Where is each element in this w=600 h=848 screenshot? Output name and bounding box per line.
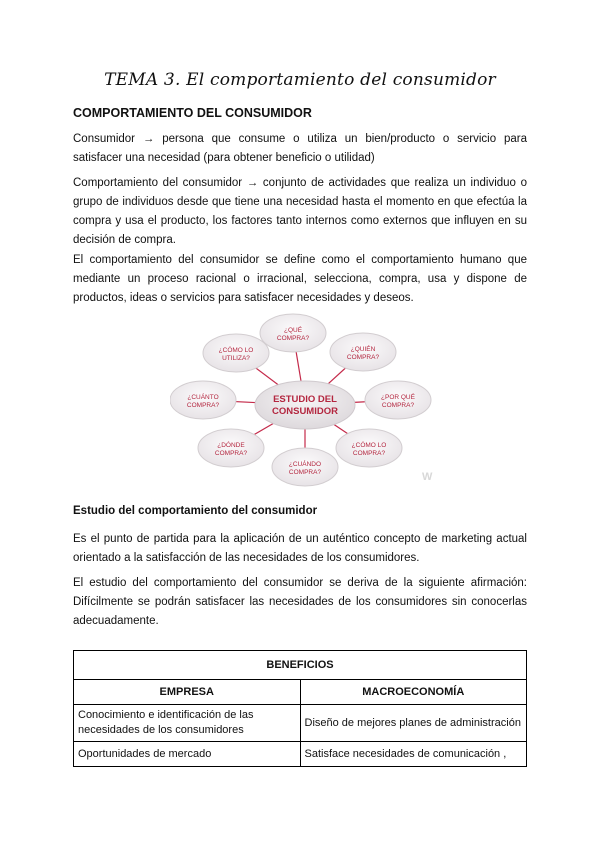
table-cell: Oportunidades de mercado (74, 742, 301, 767)
diagram-node-label: ¿CÓMO LO (351, 442, 387, 449)
diagram-node (198, 429, 264, 467)
sub-heading: Estudio del comportamiento del consumidor (73, 505, 318, 517)
diagram-node-label: ¿POR QUÉ (381, 394, 415, 401)
diagram-node-label: COMPRA? (288, 469, 322, 476)
center-label-line1: ESTUDIO DEL (273, 394, 337, 405)
paragraph-definicion: El comportamiento del consumidor se define como el comportamiento humano que mediante un proceso racional o irracional, selecciona, compra, usa y dispone de productos, ideas o servicios para satisfacer necesidades y deseos. (73, 254, 527, 304)
header-macroeconomia: MACROECONOMÍA (300, 680, 527, 705)
paragraph-punto-partida: Es el punto de partida para la aplicación de un auténtico concepto de marketing actual orientado a la satisfacción de las necesidades de los consumidores. (73, 533, 527, 564)
diagram-node-label: ¿CÓMO LO (218, 347, 254, 354)
diagram-node-label: COMPRA? (214, 450, 248, 457)
diagram-node (330, 333, 396, 371)
table-header-row (74, 680, 527, 705)
table-row (74, 705, 527, 742)
diagram-svg (170, 310, 440, 495)
diagram-node-label: COMPRA? (276, 335, 310, 342)
diagram-node-label: ¿QUIÉN (350, 346, 376, 353)
diagram-node-label: ¿DÓNDE (217, 442, 245, 449)
diagram-node (170, 381, 236, 419)
watermark-letter: W (422, 471, 433, 483)
diagram-node-label: UTILIZA? (222, 355, 250, 362)
table-title-row (74, 651, 527, 680)
table-title: BENEFICIOS (74, 651, 527, 680)
table-cell: Satisface necesidades de comunicación , (300, 742, 527, 767)
diagram-node-label: ¿CUÁNTO (187, 394, 219, 401)
diagram-node (272, 448, 338, 486)
diagram-node-label: ¿CUÁNDO (288, 461, 322, 468)
center-label-line2: CONSUMIDOR (272, 406, 338, 417)
paragraph-comportamiento: Comportamiento del consumidor → conjunto de actividades que realiza un individuo o grupo de individuos desde que tiene una necesidad hasta el momento en que efectúa la compra y usa el producto, los factores tanto internos como externos que influyen en su decisión de compra. (73, 177, 527, 246)
consumer-study-diagram (170, 310, 440, 495)
diagram-node (260, 314, 326, 352)
center-ellipse (255, 381, 355, 429)
diagram-node-label: COMPRA? (381, 402, 415, 409)
benefits-table (73, 650, 527, 767)
diagram-node (203, 334, 269, 372)
diagram-node-label: COMPRA? (186, 402, 220, 409)
table-cell: Conocimiento e identificación de las necesidades de los consumidores (74, 705, 301, 742)
paragraph-consumidor: Consumidor → persona que consume o utiliza un bien/producto o servicio para satisfacer una necesidad (para obtener beneficio o utilidad) (73, 133, 527, 164)
diagram-node (336, 429, 402, 467)
table-cell: Diseño de mejores planes de administración (300, 705, 527, 742)
diagram-node-label: ¿QUÉ (283, 327, 303, 334)
paragraph-afirmacion: El estudio del comportamiento del consumidor se deriva de la siguiente afirmación: Difícilmente se podrán satisfacer las necesidades de los consumidores sin conocerlas adecuadamente. (73, 577, 527, 627)
diagram-center-node (255, 381, 355, 429)
header-empresa: EMPRESA (74, 680, 301, 705)
table-row (74, 742, 527, 767)
section-heading: COMPORTAMIENTO DEL CONSUMIDOR (73, 106, 312, 120)
diagram-node-label: COMPRA? (346, 354, 380, 361)
page-title: TEMA 3. El comportamiento del consumidor (104, 70, 496, 90)
diagram-node-label: COMPRA? (352, 450, 386, 457)
diagram-node (365, 381, 431, 419)
